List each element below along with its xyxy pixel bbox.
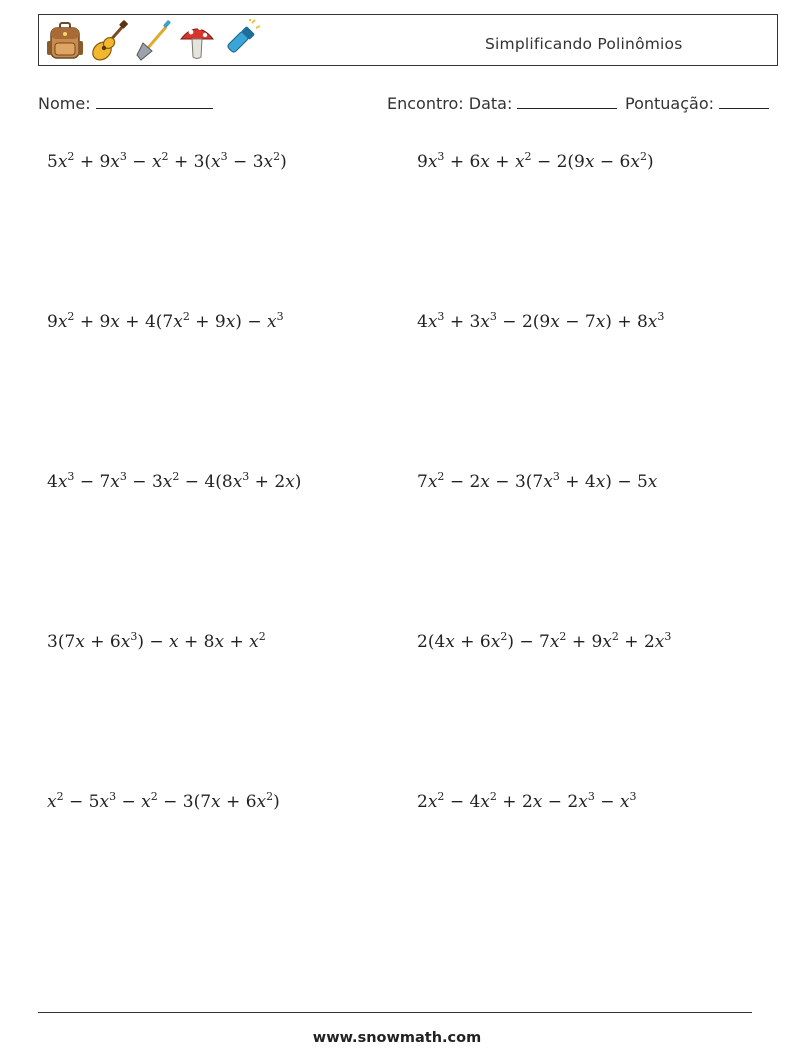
problem-10: $2x^2 - 4x^2 + 2x - 2x^3 - x^3$ [417, 790, 637, 812]
score-field[interactable] [625, 93, 769, 113]
mushroom-icon [177, 19, 217, 63]
footer-divider [38, 1012, 752, 1013]
problem-1: $5x^2 + 9x^3 - x^2 + 3(x^3 - 3x^2)$ [47, 150, 287, 172]
date-blank[interactable] [517, 93, 617, 109]
meeting-date-label: Encontro: Data: [387, 94, 513, 113]
score-label: Pontuação: [625, 94, 715, 113]
problem-6: $7x^2 - 2x - 3(7x^3 + 4x) - 5x$ [417, 470, 658, 492]
score-blank[interactable] [719, 93, 769, 109]
guitar-icon [89, 19, 129, 63]
problem-2: $9x^3 + 6x + x^2 - 2(9x - 6x^2)$ [417, 150, 654, 172]
flashlight-icon [221, 19, 261, 63]
problem-7: $3(7x + 6x^3) - x + 8x + x^2$ [47, 630, 266, 652]
name-field[interactable] [38, 93, 213, 113]
worksheet-title: Simplificando Polinômios [485, 35, 683, 53]
header-icons [45, 19, 261, 63]
problem-3: $9x^2 + 9x + 4(7x^2 + 9x) - x^3$ [47, 310, 284, 332]
name-label: Nome: [38, 94, 91, 113]
problem-4: $4x^3 + 3x^3 - 2(9x - 7x) + 8x^3$ [417, 310, 665, 332]
problem-9: $x^2 - 5x^3 - x^2 - 3(7x + 6x^2)$ [47, 790, 280, 812]
problem-8: $2(4x + 6x^2) - 7x^2 + 9x^2 + 2x^3$ [417, 630, 672, 652]
problem-5: $4x^3 - 7x^3 - 3x^2 - 4(8x^3 + 2x)$ [47, 470, 302, 492]
meeting-date-field[interactable] [387, 93, 617, 113]
backpack-icon [45, 19, 85, 63]
shovel-icon [133, 19, 173, 63]
worksheet-header [38, 14, 778, 66]
footer-site[interactable]: www.snowmath.com [312, 1030, 482, 1046]
name-blank[interactable] [96, 93, 213, 109]
